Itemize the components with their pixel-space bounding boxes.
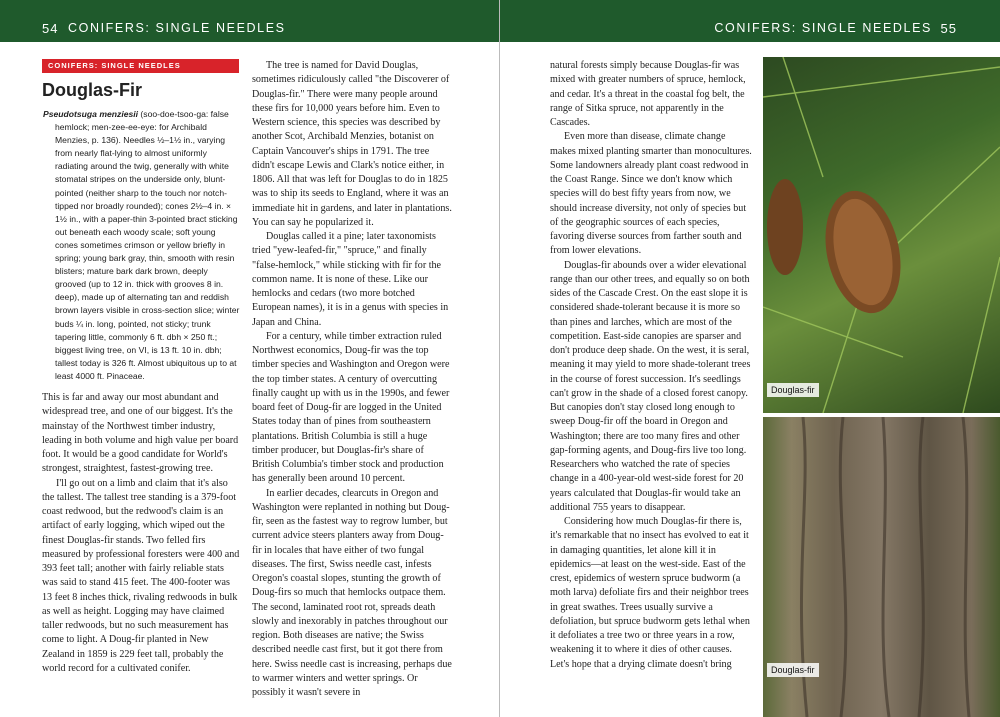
paragraph: For a century, while timber extraction ruled Northwest economics, Doug-fir was the top timber species and Washington and Oregon were the top timber states. A century of overcutting finally caught up with us in the 1990s, and fewer board feet of Doug-fir are logged in the United States today than of pines from southeastern plantations. British Columbia is still a huge timber producer, but Douglas-fir's share of British Columbia's timber stock and production has generally been around 10 percent.	[252, 330, 450, 485]
paragraph: Douglas called it a pine; later taxonomists tried "yew-leafed-fir," "spruce," and finally "false-hemlock," while sticking with fir for the common name. It is none of these. Like our hemlocks and cedars (two more botched European names), it is in a genus with species in Japan and China.	[252, 231, 449, 328]
page-number-left: 54	[42, 21, 59, 36]
photo-cones	[763, 57, 1000, 413]
column-3	[550, 59, 753, 672]
running-head-left: CONIFERS: SINGLE NEEDLES	[68, 21, 286, 35]
paragraph: Even more than disease, climate change makes mixed planting smarter than monocultures. Some landowners already plant coast redwood in the Coast Range. Since we don't know which species will do best fifty years from now, we should increase diversity, not only of species but of the geographic sources of each species, favoring diverse sources from farther south and from lower elevations.	[550, 131, 752, 257]
photo-bark	[763, 417, 1000, 717]
paragraph: Douglas-fir abounds over a wider elevational range than our other trees, and equally so on both sides of the Cascade Crest. On the east slope it is considered shade-tolerant because it is more so than pines and larches, which are most of the competition. East-side canopies are sparser and don't produce deep shade. On the west, it is seral, meaning it may yield to more shade-tolerant trees in the course of forest succession. It's seedlings can't grow in the shade of a closed forest canopy. But canopies don't stay closed long enough to sweep Doug-fir off the board in Oregon and Washington; there are too many fires and other gap-forming agents, and Doug-firs live too long. Researchers who watched the rate of species change in a 400-year-old west-side forest for 20 years calculated that Douglas-fir would take an additional 755 years to disappear.	[550, 259, 751, 513]
paragraph: natural forests simply because Douglas-fir was mixed with greater numbers of spruce, hemlock, and cedar. It's a threat in the coastal fog belt, the range of Sitka spruce, not apparently in the Cascades.	[550, 60, 746, 128]
description-paragraph	[43, 108, 240, 383]
scientific-name: Pseudotsuga menziesii	[43, 109, 139, 119]
cone-illustration	[763, 57, 1000, 413]
species-title: Douglas-Fir	[42, 80, 143, 100]
description-text: (soo-doe-tsoo-ga: false hemlock; men-zee-ee-eye: for Archibald Menzies, p. 136). Needles ½–1½ in., varying from nearly flat-lying to almost uniformly radiating around the twig, generally with white stomatal stripes on the underside only, blunt-pointed (neither sharp to the touch nor notch-tipped nor broadly rounded); cones 2½–4 in. × 1½ in., with a paper-thin 3-pointed bract sticking out beneath each woody scale; soft young cones sometimes crimson or yellow briefly in spring; young bark gray, thin, smooth with resin blisters; mature bark dark brown, deeply grooved (up to 12 in. thick with grooves 8 in. deep), made up of alternating tan and reddish brown layers visible in cross-section slice; winter buds ¼ in. long, pointed, not sticky; trunk tapering little, commonly 6 ft. dbh × 250 ft.; biggest living tree, on VI, is 13 ft. 10 in. dbh; tallest today is 326 ft. Almost ubiquitous up to at least 4000 ft. Pinaceae.	[55, 109, 240, 381]
species-description	[43, 108, 240, 383]
paragraph: In earlier decades, clearcuts in Oregon and Washington were replanted in nothing but Doug-fir, seen as the fastest way to regrow lumber, but current advice steers planters away from Doug-fir in locales that have either of two fungal diseases. The first, Swiss needle cast, infests Oregon's coastal slopes, stunting the growth of Doug-firs so much that hemlocks outpace them. The second, laminated root rot, spreads death slowly and inexorably in patches throughout our region. Both diseases are native; the Swiss described needle cast first, but it got there from here. Swiss needle cast is increasing, perhaps due to warmer winters and wetter springs. Or possibly it wasn't severe in	[252, 487, 452, 698]
page-header-left	[0, 0, 499, 42]
column-1	[42, 391, 241, 676]
paragraph: I'll go out on a limb and claim that it's also the tallest. The tallest tree standing is a 379-foot coast redwood, but the redwood's claim is an artifact of early logging, which wiped out the finest Douglas-fir stands. Two felled firs measured by professional foresters were 400 and 393 feet tall; another with fairly reliable stats was said to stand 415 feet. The 400-footer was 13 feet 8 inches thick, rivaling redwoods in bulk as well as height. Logging may have claimed taller redwoods, but no such measurement has come to light. A Doug-fir planted in New Zealand in 1859 is 229 feet tall, probably the world record for a cultivated conifer.	[42, 477, 240, 674]
paragraph: Considering how much Douglas-fir there is, it's remarkable that no insect has evolved to eat it in damaging quantities, let alone kill it in epidemics—at least on the west-side. East of the crest, epidemics of western spruce budworm (a moth larva) defoliate firs and their neighbor trees in great swathes. Trees usually survive a defoliation, but spruce budworm gets lethal when it defoliates a tree two or three years in a row, weakening it to where it dies of other causes. Let's hope that a drying climate doesn't bring	[550, 516, 750, 670]
column-2	[252, 59, 452, 700]
paragraph: The tree is named for David Douglas, sometimes ridiculously called "the Discoverer of Douglas-fir." There were many people around these firs for 10,000 years before him. Even to Western science, this species was described by another Scot, Archibald Menzies, botanist on Captain Vancouver's ships in 1791. The tree didn't escape Lewis and Clark's notice either, in 1806. All that was left for Douglas to do in 1825 was to ship its seeds to England, where it was an immediate hit in gardens, and later in plantations. You can say he popularized it.	[252, 60, 452, 228]
running-head-right: CONIFERS: SINGLE NEEDLES	[714, 21, 932, 35]
right-page	[500, 0, 1000, 717]
photo-caption: Douglas-fir	[767, 383, 819, 397]
section-bar: CONIFERS: SINGLE NEEDLES	[42, 59, 239, 73]
paragraph: This is far and away our most abundant and widespread tree, and one of our biggest. It's the mainstay of the Northwest timber industry, leading in both volume and high value per board foot. It would be a good candidate for World's strongest, straightest, fastest-growing tree.	[42, 392, 239, 475]
page-header-right	[500, 0, 1000, 42]
page-number-right: 55	[940, 21, 957, 36]
photo-caption: Douglas-fir	[767, 663, 819, 677]
